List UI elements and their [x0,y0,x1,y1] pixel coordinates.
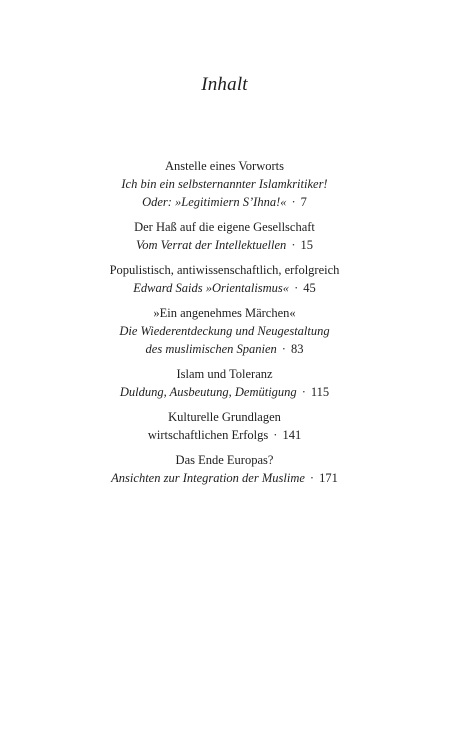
toc-heading-text: Anstelle eines Vorworts [165,159,284,173]
toc-page-number: 7 [300,195,307,209]
toc-subtitle-line [0,340,449,358]
toc-entry [0,261,449,297]
toc-heading-text: Populistisch, antiwissenschaftlich, erfolgreich [109,263,340,277]
toc-heading-text: Kulturelle Grundlagen [168,410,281,424]
toc-subtitle-text: Oder: »Legitimiern S’Ihna!« [142,195,287,209]
toc-subtitle-text: des muslimischen Spanien [145,342,277,356]
toc-subtitle-text: Vom Verrat der Intellektuellen [136,238,287,252]
toc-entry [0,157,449,211]
toc-subtitle-line [0,383,449,401]
toc-heading-line [0,304,449,322]
toc-separator: · [294,281,299,295]
toc-separator: · [309,471,315,485]
toc-subtitle-line [0,236,449,254]
toc-entry [0,451,449,487]
toc-separator: · [281,342,286,356]
toc-separator: · [291,195,296,209]
toc-entry [0,304,449,358]
toc-subtitle-text: Duldung, Ausbeutung, Demütigung [119,385,297,399]
toc-subtitle-line [0,193,449,211]
page-title: Inhalt [201,74,248,95]
toc-subtitle-line [0,469,449,487]
toc-heading-text: Das Ende Europas? [175,453,274,467]
toc-separator: · [291,238,296,252]
toc-heading-line [0,408,449,426]
toc-subtitle-line [0,175,449,193]
toc-subtitle-text: Die Wiederentdeckung und Neugestaltung [119,324,330,338]
toc-heading-line [0,426,449,444]
toc-entry [0,408,449,444]
table-of-contents [0,157,449,494]
toc-page-number: 45 [303,281,316,295]
toc-entry [0,218,449,254]
toc-heading-line [0,261,449,279]
toc-heading-text: Islam und Toleranz [176,367,273,381]
toc-page-number: 115 [310,385,330,399]
toc-subtitle-line [0,279,449,297]
toc-page-number: 141 [282,428,302,442]
toc-heading-text: »Ein angenehmes Märchen« [153,306,296,320]
toc-page-number: 171 [319,471,338,485]
toc-separator: · [301,385,306,399]
toc-page-number: 83 [290,342,304,356]
toc-subtitle-text: Edward Saids »Orientalismus« [133,281,290,295]
toc-heading-line [0,451,449,469]
toc-heading-text: wirtschaftlichen Erfolgs [147,428,269,442]
toc-subtitle-text: Ich bin ein selbsternannter Islamkritiker! [121,177,328,191]
toc-subtitle-text: Ansichten zur Integration der Muslime [111,471,305,485]
toc-separator: · [273,428,278,442]
toc-heading-line [0,218,449,236]
toc-entry [0,365,449,401]
toc-page-number: 15 [300,238,313,252]
toc-subtitle-line [0,322,449,340]
toc-heading-line [0,365,449,383]
toc-heading-text: Der Haß auf die eigene Gesellschaft [134,220,315,234]
toc-heading-line [0,157,449,175]
